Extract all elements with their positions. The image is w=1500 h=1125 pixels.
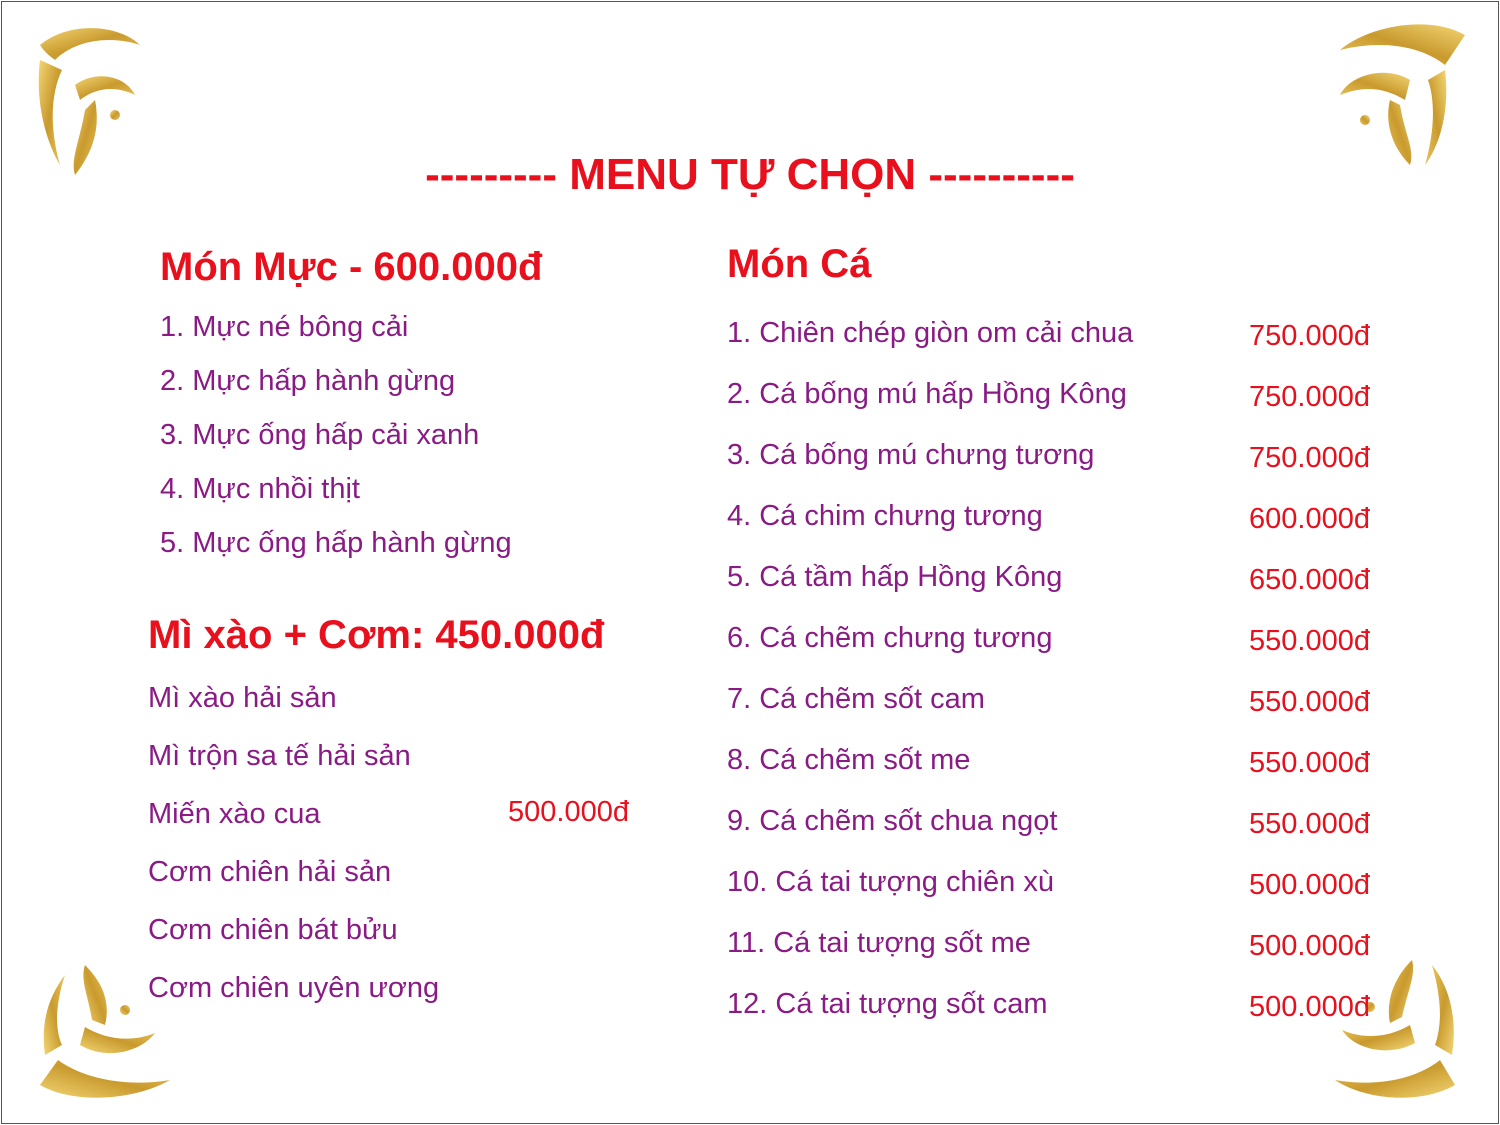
fish-item: 9. Cá chẽm sốt chua ngọt <box>727 805 1058 837</box>
fish-item-price: 500.000đ <box>1249 991 1370 1023</box>
squid-item: 4. Mực nhồi thịt <box>160 473 360 505</box>
noodle-item-price: 500.000đ <box>508 796 629 828</box>
fish-item: 2. Cá bống mú hấp Hồng Kông <box>727 378 1127 410</box>
fish-item: 7. Cá chẽm sốt cam <box>727 683 985 715</box>
menu-title: --------- MENU TỰ CHỌN ---------- <box>425 150 1075 199</box>
fish-item: 11. Cá tai tượng sốt me <box>727 927 1031 959</box>
fish-item-price: 550.000đ <box>1249 747 1370 779</box>
fish-item-price: 750.000đ <box>1249 442 1370 474</box>
fish-item: 12. Cá tai tượng sốt cam <box>727 988 1048 1020</box>
noodle-item: Cơm chiên bát bửu <box>148 914 398 946</box>
fish-item: 4. Cá chim chưng tương <box>727 500 1043 532</box>
noodle-item: Mì trộn sa tế hải sản <box>148 740 411 772</box>
noodle-item: Miến xào cua <box>148 798 321 830</box>
squid-section-heading: Món Mực - 600.000đ <box>160 245 543 289</box>
fish-item: 6. Cá chẽm chưng tương <box>727 622 1053 654</box>
corner-ornament-icon <box>1340 24 1465 165</box>
fish-item-price: 500.000đ <box>1249 869 1370 901</box>
noodle-item: Mì xào hải sản <box>148 682 337 714</box>
fish-item: 8. Cá chẽm sốt me <box>727 744 971 776</box>
noodle-section-heading: Mì xào + Cơm: 450.000đ <box>148 613 605 657</box>
corner-ornament-icon <box>1335 960 1455 1098</box>
fish-item-price: 750.000đ <box>1249 320 1370 352</box>
fish-item-price: 550.000đ <box>1249 686 1370 718</box>
squid-item: 3. Mực ống hấp cải xanh <box>160 419 480 451</box>
fish-section-heading: Món Cá <box>727 242 872 286</box>
fish-item: 10. Cá tai tượng chiên xù <box>727 866 1055 898</box>
fish-item-price: 750.000đ <box>1249 381 1370 413</box>
fish-item-price: 500.000đ <box>1249 930 1370 962</box>
squid-item: 2. Mực hấp hành gừng <box>160 365 456 397</box>
noodle-item: Cơm chiên hải sản <box>148 856 392 888</box>
squid-item: 5. Mực ống hấp hành gừng <box>160 527 512 559</box>
squid-item: 1. Mực né bông cải <box>160 311 409 343</box>
fish-item-price: 600.000đ <box>1249 503 1370 535</box>
fish-item: 1. Chiên chép giòn om cải chua <box>727 317 1134 349</box>
fish-item: 5. Cá tầm hấp Hồng Kông <box>727 561 1063 593</box>
fish-item-price: 550.000đ <box>1249 625 1370 657</box>
fish-item: 3. Cá bống mú chưng tương <box>727 439 1095 471</box>
fish-item-price: 650.000đ <box>1249 564 1370 596</box>
noodle-item: Cơm chiên uyên ương <box>148 972 440 1004</box>
fish-item-price: 550.000đ <box>1249 808 1370 840</box>
